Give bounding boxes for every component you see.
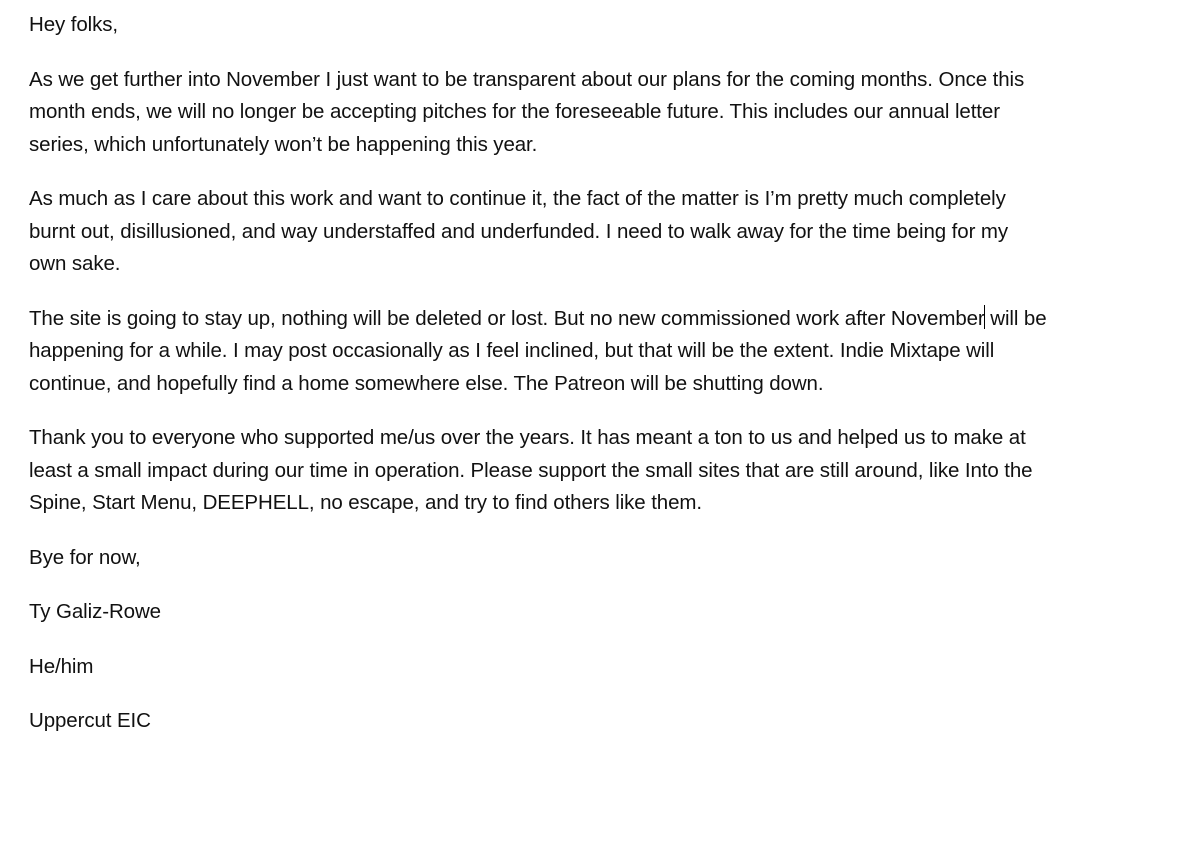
paragraph-site-status-part1: The site is going to stay up, nothing will be deleted or lost. But no new commissioned work after November — [29, 306, 985, 330]
paragraph-site-status — [29, 303, 1049, 401]
greeting: Hey folks, — [29, 13, 118, 36]
paragraph-plans: As we get further into November I just want to be transparent about our plans for the coming months. Once this month ends, we will no longer be accepting pitches for the foreseeable future. This includes our annual letter series, which unfortunately won’t be happening this year. — [29, 67, 1025, 156]
author-role: Uppercut EIC — [29, 709, 151, 732]
paragraph-thanks: Thank you to everyone who supported me/us over the years. It has meant a ton to us and helped us to make at least a small impact during our time in operation. Please support the small sites that are still around, like Into the Spine, Start Menu, DEEPHELL, no escape, and try to find others like them. — [29, 426, 1033, 514]
author-pronouns: He/him — [29, 654, 94, 678]
signoff: Bye for now, — [29, 545, 141, 569]
letter-body — [29, 9, 1049, 760]
paragraph-site-status-part2: will be happening for a while. I may post occasionally as I feel inclined, but that will be the extent. Indie Mixtape will continue, and hopefully find a home somewhere else. The Patreon will be shutting down. — [29, 306, 1047, 395]
author-name: Ty Galiz-Rowe — [29, 600, 161, 623]
paragraph-burnout: As much as I care about this work and want to continue it, the fact of the matter is I’m pretty much completely burnt out, disillusioned, and way understaffed and underfunded. I need to walk away for the time being for my own sake. — [29, 187, 1009, 275]
